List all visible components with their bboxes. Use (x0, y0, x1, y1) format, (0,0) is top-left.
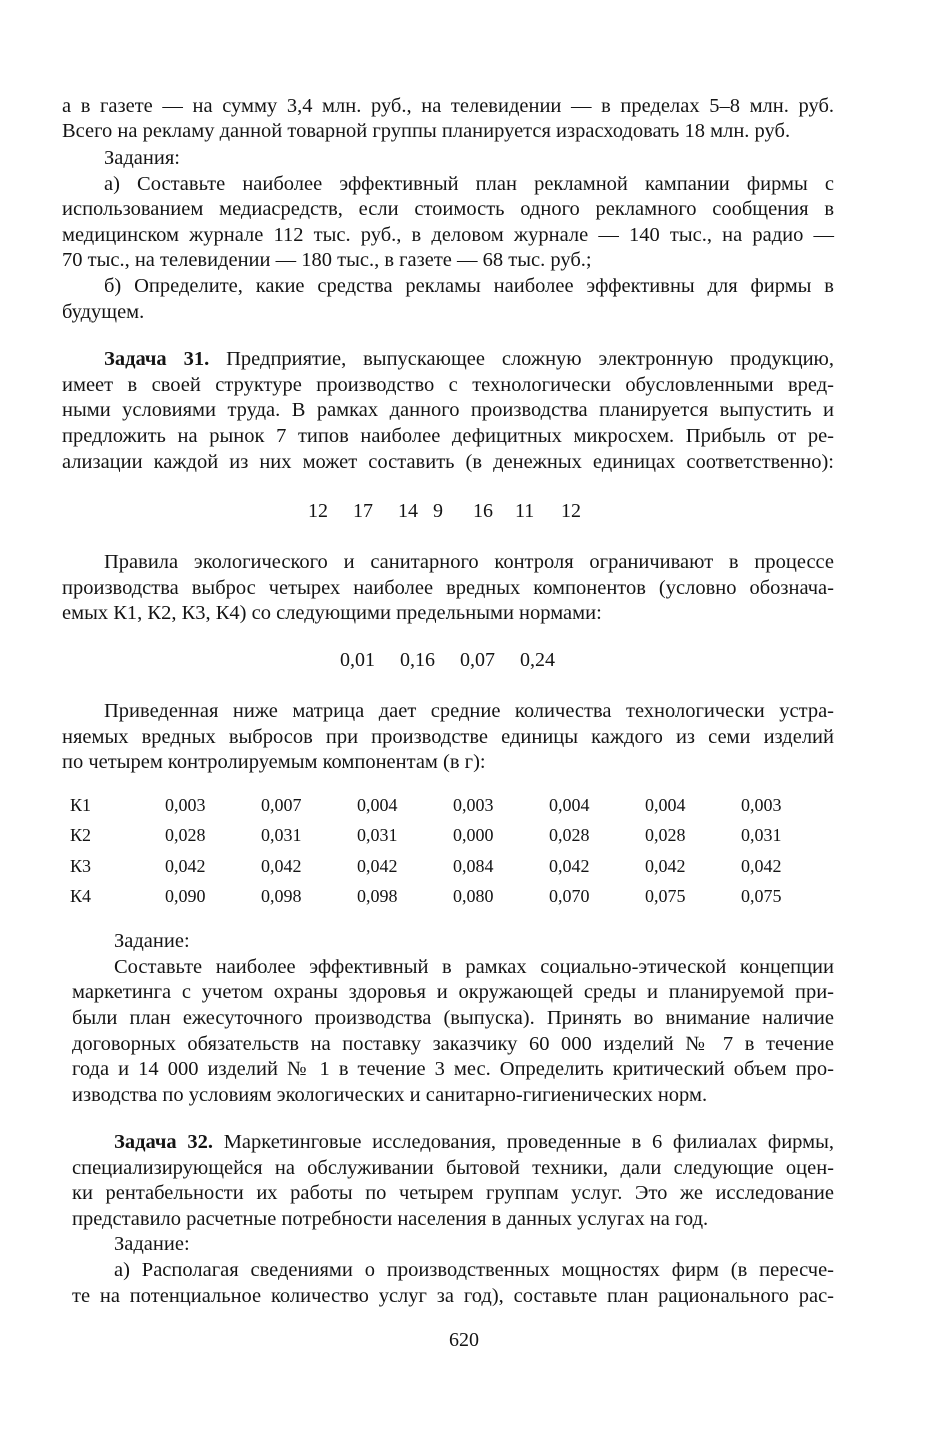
task-31-heading: Задача 31. (104, 348, 210, 370)
text-line: года и 14 000 изделий № 1 в течение 3 мес. Определить критический объем про- (72, 1058, 834, 1080)
text-line: а в газете — на сумму 3,4 млн. руб., на телевидении — в пределах 5–8 млн. руб. (62, 95, 834, 117)
table-row (70, 821, 837, 852)
page-number: 620 (449, 1329, 479, 1351)
text-line: по четырем контролируемым компонентам (в г): (62, 751, 486, 773)
text-line: а) Составьте наиболее эффективный план рекламной кампании фирмы с (104, 173, 834, 195)
profit-value: 17 (353, 500, 373, 522)
table-cell: 0,004 (357, 794, 398, 815)
table-cell: 0,028 (165, 825, 206, 845)
table-row (70, 882, 837, 913)
text-line: ализации каждой из них может составить (в денежных единицах соответственно): (62, 451, 834, 473)
table-cell: 0,075 (645, 886, 686, 906)
table-cell: 0,028 (549, 825, 590, 845)
text-line: б) Определите, какие средства рекламы наиболее эффективны для фирмы в (104, 275, 834, 297)
text-line: изводства по условиям экологических и санитарно-гигиенических норм. (72, 1084, 708, 1106)
table-cell: 0,003 (453, 794, 494, 815)
table-cell: 0,007 (261, 794, 302, 815)
profit-value: 12 (561, 500, 581, 522)
text-line: были план ежесуточного производства (выпуска). Принять во внимание наличие (72, 1007, 834, 1029)
text-line: предложить на рынок 7 типов наиболее дефицитных микросхем. Прибыль от ре- (62, 425, 834, 447)
row-label: К1 (70, 794, 92, 815)
table-cell: 0,031 (357, 825, 398, 845)
norm-value: 0,24 (520, 649, 555, 671)
table-cell: 0,098 (357, 886, 398, 906)
profit-value: 12 (308, 500, 328, 522)
task-31-first-line (104, 347, 834, 373)
table-cell: 0,004 (645, 794, 686, 815)
table-row (70, 790, 837, 821)
table-cell: 0,090 (165, 886, 206, 906)
norm-values (340, 648, 570, 674)
text-line: ными условиями труда. В рамках данного производства планируется выпустить и (62, 399, 834, 421)
table-cell: 0,004 (549, 794, 590, 815)
text-line: Всего на рекламу данной товарной группы планируется израсходовать 18 млн. руб. (62, 120, 791, 142)
table-cell: 0,003 (165, 794, 206, 815)
table-cell: 0,042 (261, 855, 302, 876)
text-line: специализирующейся на обслуживании бытовой техники, дали следующие оцен- (72, 1157, 834, 1179)
text-line: 70 тыс., на телевидении — 180 тыс., в газете — 68 тыс. руб.; (62, 249, 592, 271)
profit-values (308, 499, 591, 525)
table-cell: 0,031 (741, 825, 782, 845)
row-label: К3 (70, 855, 92, 876)
norm-value: 0,01 (340, 649, 375, 671)
text-line: а) Располагая сведениями о производственных мощностях фирм (в пересче- (114, 1259, 834, 1281)
text-line: Задания: (104, 147, 180, 169)
norm-value: 0,07 (460, 649, 495, 671)
profit-value: 16 (473, 500, 493, 522)
text-line: няемых вредных выбросов при производстве единицы каждого из семи изделий (62, 726, 834, 748)
text-line: емых К1, К2, К3, К4) со следующими предельными нормами: (62, 602, 602, 624)
table-cell: 0,098 (261, 886, 302, 906)
profit-value: 11 (515, 500, 535, 522)
text-line: представило расчетные потребности населения в данных услугах на год. (72, 1208, 709, 1230)
text-line: Задание: (114, 930, 190, 952)
table-cell: 0,042 (165, 855, 206, 876)
text-line: Маркетинговые исследования, проведенные в 6 филиалах фирмы, (223, 1131, 834, 1153)
table-row (70, 851, 837, 882)
table-cell: 0,031 (261, 825, 302, 845)
table-cell: 0,084 (453, 855, 494, 876)
text-line: медицинском журнале 112 тыс. руб., в деловом журнале — 140 тыс., на радио — (62, 224, 834, 246)
text-line: договорных обязательств на поставку заказчику 60 000 изделий № 7 в течение (72, 1033, 834, 1055)
table-cell: 0,042 (549, 855, 590, 876)
table-cell: 0,070 (549, 886, 590, 906)
text-line: ки рентабельности их работы по четырем группам услуг. Это же исследование (72, 1182, 834, 1204)
row-label: К2 (70, 825, 92, 845)
norm-value: 0,16 (400, 649, 435, 671)
table-cell: 0,042 (741, 855, 782, 876)
table-cell: 0,080 (453, 886, 494, 906)
row-label: К4 (70, 886, 92, 906)
text-line: Приведенная ниже матрица дает средние количества технологически устра- (104, 700, 834, 722)
table-cell: 0,042 (645, 855, 686, 876)
table-cell: 0,003 (741, 794, 782, 815)
text-line: Правила экологического и санитарного контроля ограничивают в процессе (104, 551, 834, 573)
emissions-matrix (70, 790, 837, 912)
table-cell: 0,042 (357, 855, 398, 876)
profit-value: 9 (433, 500, 443, 522)
task-32-heading: Задача 32. (114, 1131, 213, 1153)
table-cell: 0,000 (453, 825, 494, 845)
text-line: будущем. (62, 301, 145, 323)
task-32-first-line (114, 1130, 834, 1156)
text-line: использованием медиасредств, если стоимость одного рекламного сообщения в (62, 198, 834, 220)
profit-value: 14 (398, 500, 418, 522)
text-line: Составьте наиболее эффективный в рамках социально-этической концепции (114, 956, 834, 978)
text-line: те на потенциальное количество услуг за год), составьте план рационального рас- (72, 1285, 834, 1307)
text-line: Задание: (114, 1233, 190, 1255)
text-line: маркетинга с учетом охраны здоровья и окружающей среды и планируемой при- (72, 981, 834, 1003)
text-line: имеет в своей структуре производство с технологически обусловленными вред- (62, 374, 834, 396)
text-line: Предприятие, выпускающее сложную электронную продукцию, (226, 348, 834, 370)
table-cell: 0,028 (645, 825, 686, 845)
table-cell: 0,075 (741, 886, 782, 906)
text-line: производства выброс четырех наиболее вредных компонентов (условно обознача- (62, 577, 834, 599)
